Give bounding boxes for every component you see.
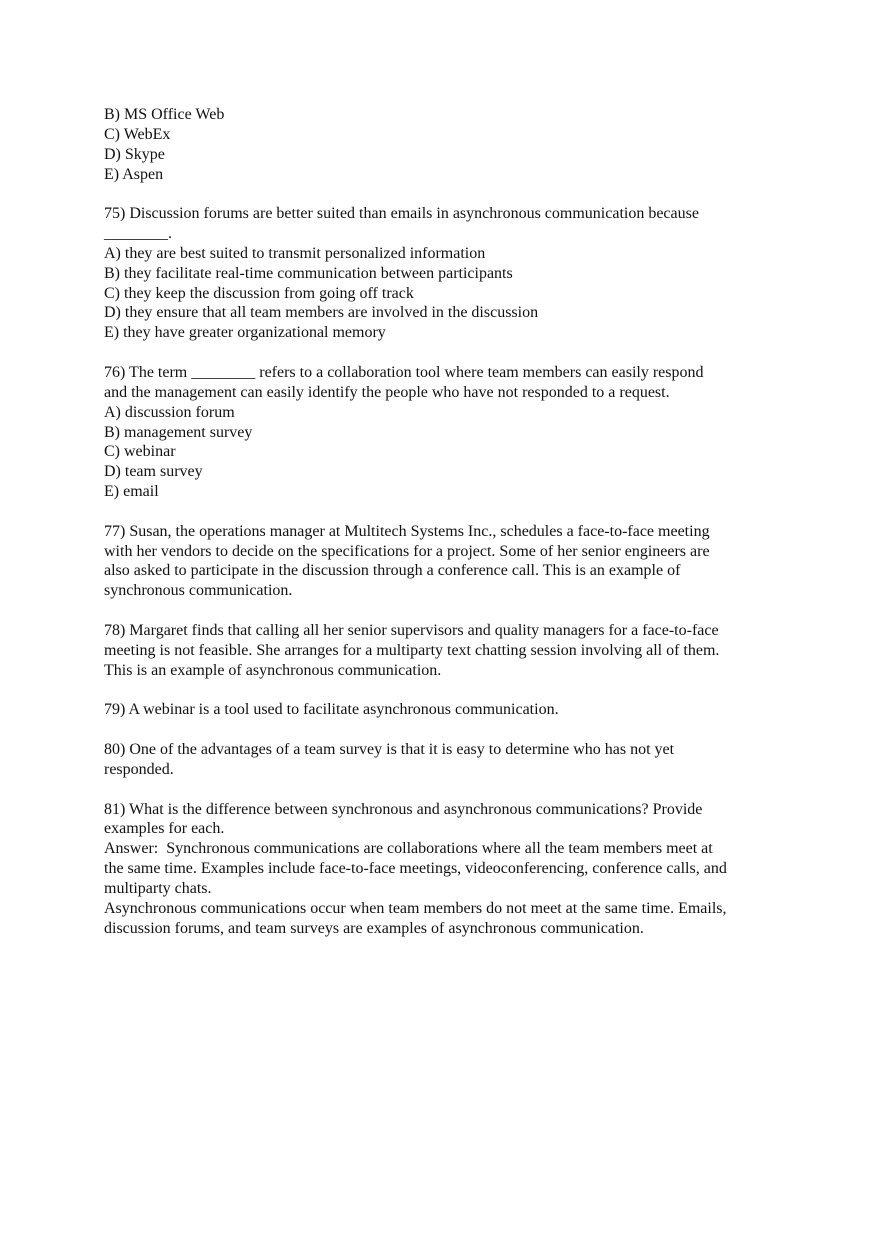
question-stem-blank: ________.: [104, 225, 172, 243]
question-text: examples for each.: [104, 820, 225, 838]
question-text: responded.: [104, 760, 174, 778]
option-d: D) Skype: [104, 145, 165, 163]
question-text: also asked to participate in the discussion through a conference call. This is an example of: [104, 562, 681, 580]
answer-text: Answer: Synchronous communications are collaborations where all the team members meet at: [104, 840, 713, 858]
answer-text: discussion forums, and team surveys are examples of asynchronous communication.: [104, 919, 644, 937]
question-81: [104, 800, 784, 939]
option-c: C) webinar: [104, 443, 176, 461]
question-text: 78) Margaret finds that calling all her senior supervisors and quality managers for a face-to-face: [104, 621, 719, 639]
question-text: 81) What is the difference between synchronous and asynchronous communications? Provide: [104, 800, 703, 818]
question-stem: and the management can easily identify the people who have not responded to a request.: [104, 383, 670, 401]
question-text: 77) Susan, the operations manager at Multitech Systems Inc., schedules a face-to-face meeting: [104, 522, 710, 540]
question-79: [104, 700, 784, 720]
option-e: E) they have greater organizational memory: [104, 324, 386, 342]
option-b: B) MS Office Web: [104, 106, 225, 123]
question-text: This is an example of asynchronous communication.: [104, 661, 442, 679]
question-stem: 75) Discussion forums are better suited than emails in asynchronous communication because: [104, 205, 699, 223]
question-text: with her vendors to decide on the specifications for a project. Some of her senior engineers are: [104, 542, 710, 560]
answer-text: Asynchronous communications occur when team members do not meet at the same time. Emails,: [104, 899, 727, 917]
answer-text: multiparty chats.: [104, 879, 212, 897]
question-text: synchronous communication.: [104, 582, 293, 600]
option-d: D) they ensure that all team members are involved in the discussion: [104, 304, 539, 322]
question-76: [104, 363, 784, 502]
question-77: [104, 522, 784, 601]
option-a: A) discussion forum: [104, 403, 235, 421]
option-c: C) they keep the discussion from going off track: [104, 284, 414, 302]
option-e: E) Aspen: [104, 165, 164, 183]
question-stem: 76) The term ________ refers to a collaboration tool where team members can easily respond: [104, 363, 704, 381]
option-d: D) team survey: [104, 463, 203, 481]
option-c: C) WebEx: [104, 125, 171, 143]
option-b: B) they facilitate real-time communication between participants: [104, 264, 513, 282]
question-text: meeting is not feasible. She arranges for a multiparty text chatting session involving all of them.: [104, 641, 720, 659]
question-75: [104, 204, 784, 343]
question-78: [104, 621, 784, 681]
question-text: 80) One of the advantages of a team survey is that it is easy to determine who has not yet: [104, 741, 675, 758]
question-80: [104, 740, 784, 780]
continued-question-options: [104, 105, 784, 184]
option-a: A) they are best suited to transmit personalized information: [104, 244, 486, 262]
question-text: 79) A webinar is a tool used to facilitate asynchronous communication.: [104, 701, 559, 719]
document-page: [104, 105, 784, 938]
answer-text: the same time. Examples include face-to-face meetings, videoconferencing, conference calls, and: [104, 860, 727, 878]
option-b: B) management survey: [104, 423, 253, 441]
option-e: E) email: [104, 483, 159, 501]
